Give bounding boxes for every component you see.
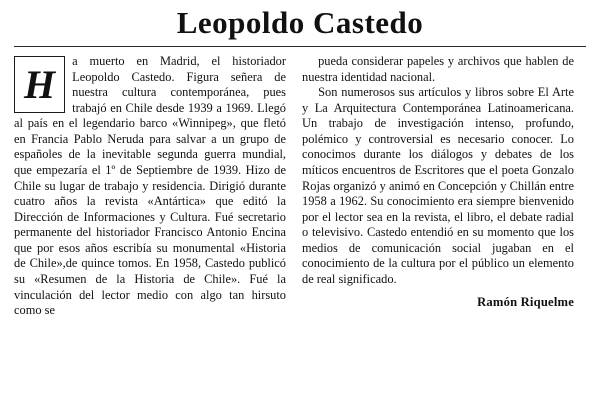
right-column-paragraph-2: Son numerosos sus artículos y libros sobre El Arte y La Arquitectura Contemporánea Latinoamericana. Un trabajo de investigación intenso, profundo, polémico y controversial es necesario conocer. Lo conocimos durante los diálogos y debates de los míticos encuentros de Escritores que el poeta Gonzalo Rojas organizó y animó en Concepción y Chillán entre 1958 a 1962. Su conocimiento era siempre bienvenido por el lector sea en la revista, el libro, el debate radial o televisivo. Castedo entendió en su momento que los medios de comunicación social jugaban en el conocimiento de la cultura por el público un elemento de real significado. [302,85,574,286]
right-column-paragraph-1: pueda considerar papeles y archivos que hablen de nuestra identidad nacional. [302,54,574,84]
right-column [302,54,574,310]
page-title: Leopoldo Castedo [176,5,424,40]
drop-cap: H [14,56,65,113]
left-column-paragraph-1 [14,54,286,319]
article-columns [14,54,586,414]
title-divider [14,46,586,47]
left-column-body-text: a muerto en Madrid, el historiador Leopoldo Castedo. Figura señera de nuestra cultura contemporánea, pues trabajó en Chile desde 1939 a 1969. Llegó al país en el legendario barco «Winnipeg», que fletó en Francia Pablo Neruda para salvar a un grupo de españoles de la inevitable segunda guerra mundial, que empezaría el 1º de Septiembre de 1939. Hizo de Chile su lugar de trabajo y residencia. Dirigió durante cuatro años la revista «Antártica» que editó la Dirección de Informaciones y Cultura. Fué secretario permanente del historiador Francisco Antonio Encina que por esos años escribía su monumental «Historia de Chile»,de quince tomos. En 1958, Castedo publicó su «Resumen de la Historia de Chile». Fué la vinculación del lector medio con algo tan hirsuto como se [14,54,286,318]
byline: Ramón Riquelme [477,294,574,309]
left-column [14,54,286,319]
